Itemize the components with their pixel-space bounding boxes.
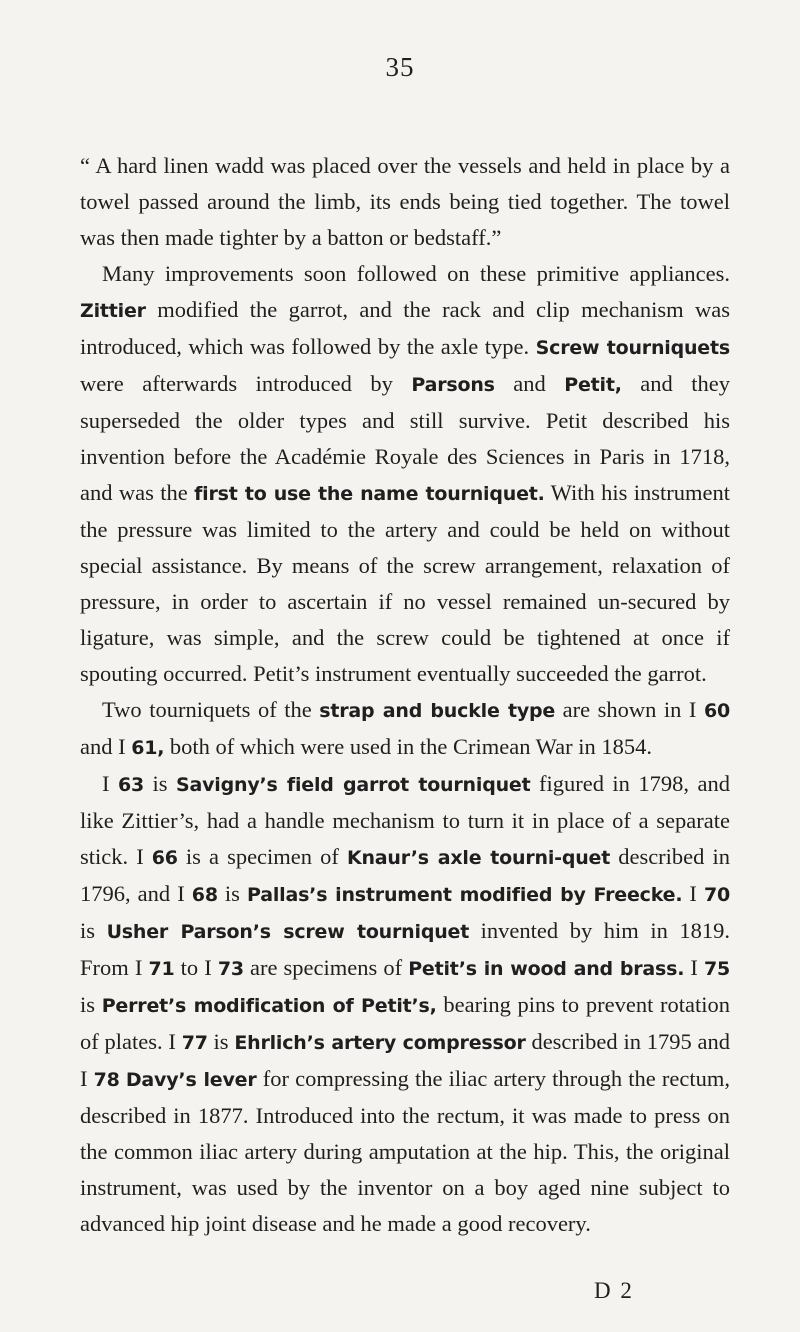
signature-mark: D 2 (594, 1278, 634, 1303)
text-run: and they superseded the older types and still survive. Petit described his invention before the Académie Royale des Sciences in Paris in 1718, and was the (80, 371, 730, 505)
text-run: were afterwards introduced by (80, 371, 412, 396)
paragraph (80, 256, 730, 692)
bold-term: 60 (703, 700, 730, 722)
bold-term: Davy’s lever (125, 1069, 257, 1091)
bold-term: Usher Parson’s screw tourniquet (106, 921, 470, 943)
text-run: “ A hard linen wadd was placed over the vessels and held in place by a towel passed around the limb, its ends being tied together. The towel was then made tighter by a batton or bedstaff.” (80, 153, 730, 250)
paragraph (80, 766, 730, 1242)
text-run: invented by him in 1819. From I (80, 918, 731, 980)
text-run: are specimens of (243, 955, 409, 980)
bold-term: Knaur’s axle tourni-quet (346, 847, 611, 869)
text-run: bearing pins to prevent rotation of plates. I (80, 992, 730, 1054)
bold-term: Ehrlich’s artery compressor (234, 1032, 526, 1054)
text-run: modified the garrot, and the rack and clip mechanism was introduced, which was followed by the axle type. (80, 297, 730, 359)
paragraph (80, 148, 730, 256)
text-run: are shown in I (555, 697, 704, 722)
bold-term: strap and buckle type (319, 700, 556, 722)
text-run: to I (174, 955, 218, 980)
bold-term: 71 (148, 958, 175, 980)
bold-term: Petit’s in wood and brass. (408, 958, 685, 980)
paragraph (80, 692, 730, 766)
body-text (80, 148, 730, 1242)
bold-term: Perret’s modification of Petit’s, (101, 995, 437, 1017)
text-run: described in 1796, and I (80, 844, 730, 906)
bold-term: Parsons (411, 374, 495, 396)
bold-term: Petit, (564, 374, 622, 396)
text-run: is (207, 1029, 235, 1054)
bold-term: 61, (131, 737, 165, 759)
text-run: is (80, 992, 102, 1017)
bold-term: 78 (93, 1069, 120, 1091)
text-run: With his instrument the pressure was limited to the artery and could be held on without special assistance. By means of the screw arrangement, relaxation of pressure, in order to ascertain if no vessel remained un-secured by ligature, was simple, and the screw could be tightened at once if spouting occurred. Petit’s instrument eventually succeeded the garrot. (80, 480, 730, 686)
bold-term: Savigny’s field garrot tourniquet (176, 774, 531, 796)
text-run: is a specimen of (177, 844, 347, 869)
bold-term: Pallas’s instrument modified by Freecke. (246, 884, 683, 906)
text-run: is (144, 771, 176, 796)
bold-term: 75 (703, 958, 731, 980)
bold-term: 77 (181, 1032, 208, 1054)
page-number: 35 (385, 52, 415, 82)
text-run: for compressing the iliac artery through the rectum, described in 1877. Introduced into the rectum, it was made to press on the common iliac artery during amputation at the hip. This, the original instrument, was used by the inventor on a boy aged nine subject to advanced hip joint disease and he made a good recovery. (80, 1066, 731, 1236)
text-run: I (682, 881, 704, 906)
text-run: both of which were used in the Crimean War in 1854. (164, 734, 652, 759)
bold-term: Screw tourniquets (535, 337, 730, 359)
bold-term: 73 (217, 958, 244, 980)
text-run: is (217, 881, 247, 906)
text-run: I (684, 955, 704, 980)
bold-term: 63 (117, 774, 145, 796)
bold-term: Zittier (80, 300, 146, 322)
bold-term: first to use the name tourniquet. (194, 483, 545, 505)
text-run: and I (80, 734, 132, 759)
text-run: Many improvements soon followed on these primitive appliances. (102, 261, 730, 286)
text-run: and (494, 371, 565, 396)
bold-term: 66 (151, 847, 178, 869)
text-run: is (80, 918, 107, 943)
bold-term: 70 (703, 884, 731, 906)
text-run: Two tourniquets of the (102, 697, 320, 722)
text-run: figured in 1798, and like Zittier’s, had a handle mechanism to turn it in place of a separate stick. I (80, 771, 730, 869)
text-run: I (102, 771, 118, 796)
text-run: described in 1795 and I (80, 1029, 731, 1091)
bold-term: 68 (191, 884, 218, 906)
